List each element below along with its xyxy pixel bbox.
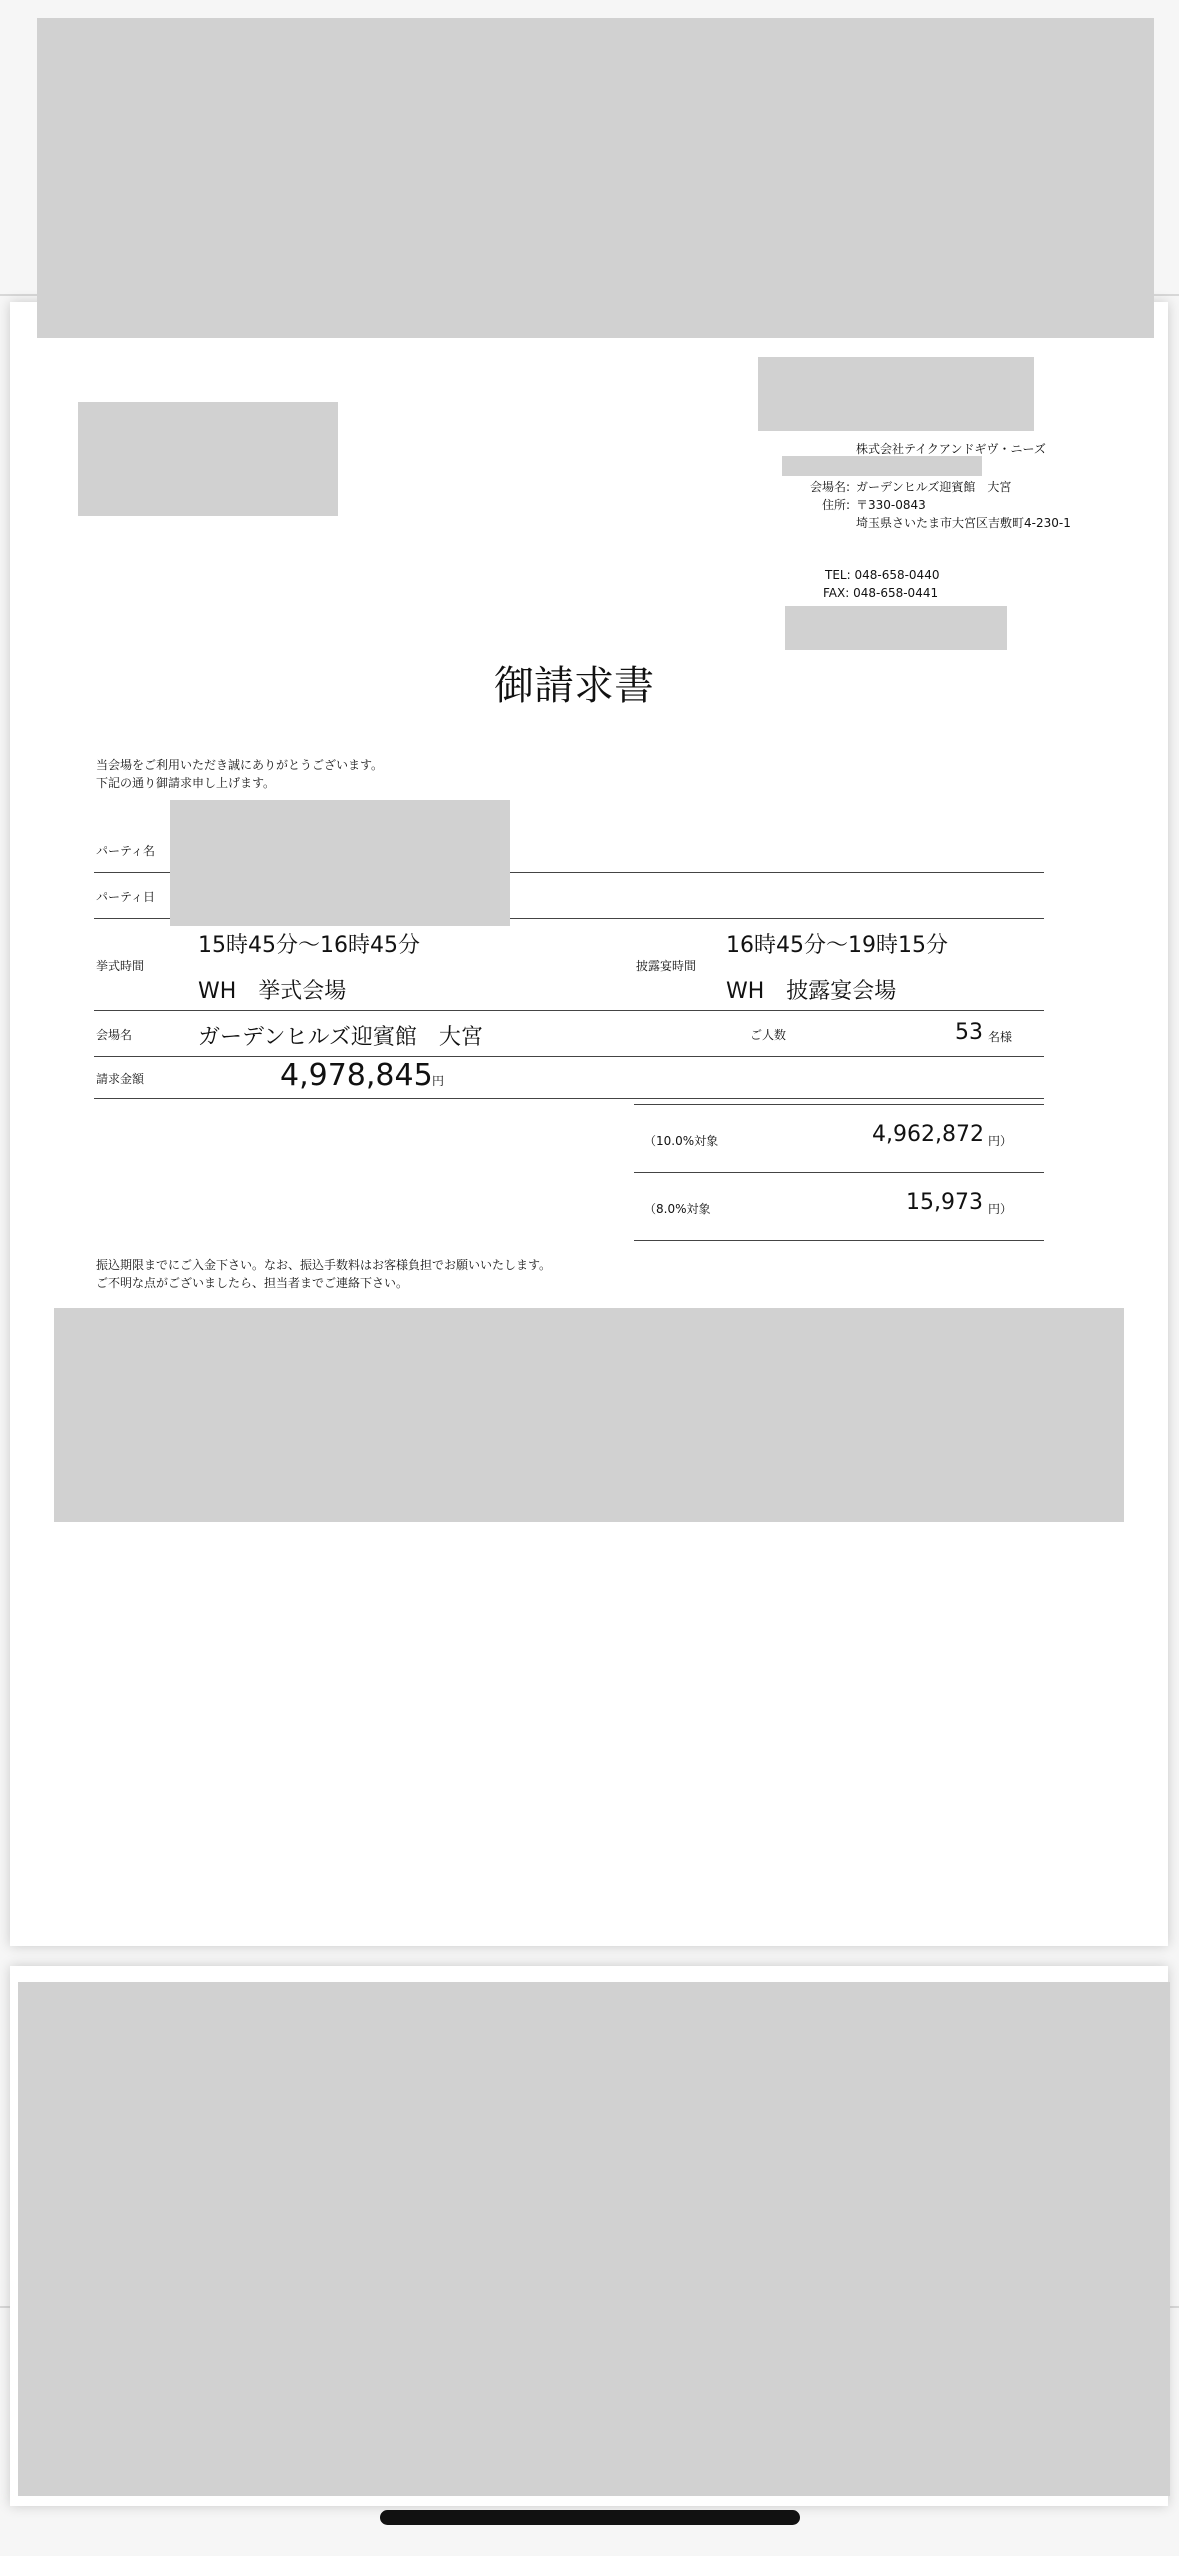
- party-name-label: パーティ名: [96, 844, 156, 858]
- tax10-value: 4,962,872: [872, 1122, 984, 1147]
- footer-line-1: 振込期限までにご入金下さい。なお、振込手数料はお客様負担でお願いいたします。: [96, 1258, 552, 1272]
- home-indicator[interactable]: [380, 2510, 800, 2525]
- amount-label: 請求金額: [96, 1072, 145, 1086]
- page-2-redacted: [18, 1982, 1170, 2496]
- reception-place: WH 披露宴会場: [726, 979, 897, 1004]
- venue-label: 会場名:: [810, 480, 851, 494]
- reception-time-label: 披露宴時間: [636, 959, 697, 973]
- postal-code: 〒330-0843: [856, 498, 926, 512]
- tax8-label: （8.0%対象: [644, 1202, 711, 1216]
- greeting-line-2: 下記の通り御請求申し上げます。: [96, 776, 276, 790]
- tax10-label: （10.0%対象: [644, 1134, 719, 1148]
- tax8-value: 15,973: [906, 1190, 983, 1215]
- reception-time: 16時45分～19時15分: [726, 933, 948, 958]
- hall-value: ガーデンヒルズ迎賓館 大宮: [198, 1025, 483, 1050]
- address: 埼玉県さいたま市大宮区吉敷町4-230-1: [856, 516, 1071, 530]
- tax-divider: [634, 1172, 1044, 1173]
- tax10-unit: 円）: [988, 1134, 1013, 1148]
- row-divider: [94, 1056, 1044, 1057]
- document-page-1: [10, 302, 1168, 1946]
- invoice-title: 御請求書: [494, 663, 654, 709]
- tel: TEL: 048-658-0440: [825, 568, 940, 582]
- ceremony-time-label: 挙式時間: [96, 959, 145, 973]
- greeting-line-1: 当会場をご利用いただき誠にありがとうございます。: [96, 758, 384, 772]
- guests-label: ご人数: [750, 1028, 787, 1042]
- amount-unit: 円: [432, 1074, 445, 1088]
- guests-value: 53: [955, 1020, 983, 1045]
- bank-info-redacted: [54, 1308, 1124, 1522]
- party-info-redacted: [170, 800, 510, 926]
- ceremony-place: WH 挙式会場: [198, 979, 347, 1004]
- guests-unit: 名様: [988, 1030, 1013, 1044]
- tax8-unit: 円）: [988, 1202, 1013, 1216]
- row-divider: [94, 1098, 1044, 1099]
- store-redacted: [782, 456, 982, 476]
- venue-value: ガーデンヒルズ迎賓館 大宮: [856, 480, 1012, 494]
- company-name: 株式会社テイクアンドギヴ・ニーズ: [856, 442, 1046, 456]
- row-divider: [94, 1010, 1044, 1011]
- address-label: 住所:: [822, 498, 851, 512]
- staff-redacted: [785, 606, 1007, 650]
- footer-line-2: ご不明な点がございましたら、担当者までご連絡下さい。: [96, 1276, 409, 1290]
- tax-divider: [634, 1240, 1044, 1241]
- tax-top-divider: [634, 1104, 1044, 1105]
- sender-redacted: [758, 357, 1034, 431]
- amount-value: 4,978,845: [280, 1058, 433, 1093]
- ceremony-time: 15時45分～16時45分: [198, 933, 420, 958]
- hall-label: 会場名: [96, 1028, 133, 1042]
- logo-redacted: [78, 402, 338, 516]
- fax: FAX: 048-658-0441: [823, 586, 939, 600]
- header-redacted: [37, 18, 1154, 338]
- party-date-label: パーティ日: [96, 890, 156, 904]
